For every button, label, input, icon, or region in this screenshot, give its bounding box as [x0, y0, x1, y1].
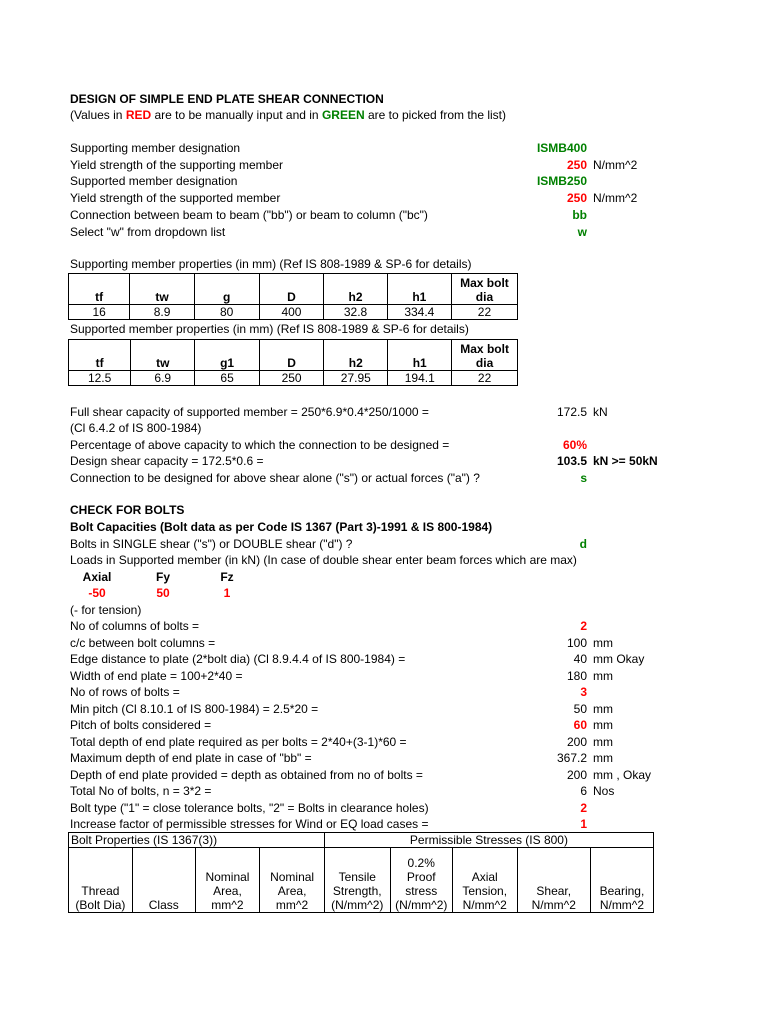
- supporting_props-value-3: 400: [259, 305, 324, 320]
- supporting_props-value-4: 32.8: [324, 305, 387, 320]
- supporting_props-header-6: [451, 274, 517, 305]
- bolt-row-label-9: Depth of end plate provided = depth as obtained from no of bolts =: [70, 767, 423, 782]
- legend-part-4: are to picked from the list): [364, 108, 507, 122]
- bolt-row-label-6: Pitch of bolts considered =: [70, 718, 212, 732]
- bolt-header-2-line-0: Nominal: [205, 870, 250, 884]
- percentage-value[interactable]: 60%: [562, 438, 587, 452]
- bolt-row-value-6[interactable]: 60: [573, 718, 587, 732]
- input-value-5[interactable]: w: [577, 224, 587, 239]
- bolt-row-label-2: Edge distance to plate (2*bolt dia) (Cl 8.9.4.4 of IS 800-1984) =: [70, 652, 406, 666]
- bolt-row-unit-10: Nos: [593, 784, 615, 798]
- bolt-row-unit-8: mm: [593, 751, 613, 765]
- bolt-header-7-line-1: N/mm^2: [531, 898, 576, 912]
- tension-note: (- for tension): [70, 603, 142, 617]
- supported_props-table: [68, 339, 518, 386]
- bolt-header-4: [324, 848, 390, 913]
- bolt-header-3: [260, 848, 325, 913]
- bolt-row-unit-9: mm , Okay: [593, 767, 652, 782]
- connection-type-value[interactable]: s: [580, 471, 587, 485]
- supported_props-caption: Supported member properties (in mm) (Ref IS 808-1989 & SP-6 for details): [70, 322, 469, 336]
- supported_props-header-6: [452, 340, 518, 371]
- bolt-header-4-line-2: (N/mm^2): [331, 898, 384, 912]
- clause-note: (Cl 6.4.2 of IS 800-1984): [70, 421, 202, 435]
- bolt-header-8-line-0: Bearing,: [599, 884, 645, 898]
- bolt-header-7-line-0: Shear,: [536, 884, 572, 898]
- supporting_props-value-0: 16: [69, 305, 130, 320]
- bolt-header-5-line-2: stress: [405, 884, 438, 898]
- bolt-header-5-line-3: (N/mm^2): [395, 898, 448, 912]
- bolts-heading: CHECK FOR BOLTS: [70, 503, 185, 517]
- supported_props-value-6: 22: [452, 371, 518, 386]
- input-value-0[interactable]: ISMB400: [536, 141, 587, 155]
- supporting_props-header-4: h2: [324, 274, 387, 305]
- bolt-row-unit-3: mm: [593, 668, 613, 683]
- supported_props-header-maxbolt: Max bolt dia: [460, 342, 509, 370]
- bolt-row-label-10: Total No of bolts, n = 3*2 =: [70, 784, 212, 798]
- supported_props-header-4: h2: [324, 340, 388, 371]
- bolt-row-value-10: 6: [580, 784, 587, 798]
- bolt-header-1: [132, 848, 195, 913]
- bolt-header-5-line-0: 0.2%: [407, 856, 435, 870]
- supporting_props-value-1: 8.9: [130, 305, 194, 320]
- supporting_props-header-5: h1: [387, 274, 451, 305]
- bolt-row-value-1: 100: [566, 635, 587, 650]
- bolts-subheading: Bolt Capacities (Bolt data as per Code IS 1367 (Part 3)-1991 & IS 800-1984): [70, 520, 493, 534]
- supporting_props-value-2: 80: [194, 305, 259, 320]
- bolt-header-1-line-0: Class: [148, 898, 179, 912]
- supported_props-value-4: 27.95: [324, 371, 388, 386]
- bolt-header-2-line-2: mm^2: [211, 898, 244, 912]
- bolt-row-label-12: Increase factor of permissible stresses for Wind or EQ load cases =: [70, 817, 429, 831]
- load-value-1[interactable]: 50: [156, 586, 170, 600]
- bolt-row-label-1: c/c between bolt columns =: [70, 635, 216, 650]
- supporting_props-table: [68, 273, 518, 320]
- bolt-row-value-4[interactable]: 3: [580, 685, 587, 699]
- supported_props-value-0: 12.5: [69, 371, 131, 386]
- bolt-row-label-7: Total depth of end plate required as per bolts = 2*40+(3-1)*60 =: [70, 734, 407, 749]
- shear-type-label: Bolts in SINGLE shear ("s") or DOUBLE shear ("d") ?: [70, 537, 353, 551]
- input-label-5: Select "w" from dropdown list: [70, 224, 226, 239]
- supported_props-header-5: h1: [388, 340, 452, 371]
- input-value-4[interactable]: bb: [572, 207, 587, 222]
- legend-part-0: (Values in: [70, 108, 126, 122]
- bolt-header-7: [517, 848, 590, 913]
- bolt-row-label-0: No of columns of bolts =: [70, 619, 200, 633]
- connection-type-label: Connection to be designed for above shear alone ("s") or actual forces ("a") ?: [70, 471, 480, 485]
- input-value-1[interactable]: 250: [566, 157, 587, 172]
- supporting_props-caption: Supporting member properties (in mm) (Ref IS 808-1989 & SP-6 for details): [70, 257, 472, 271]
- bolt-header-0: [69, 848, 133, 913]
- full-shear-label: Full shear capacity of supported member = 250*6.9*0.4*250/1000 =: [70, 405, 429, 419]
- bolt-header-5: [390, 848, 452, 913]
- bolt-row-unit-2: mm Okay: [593, 652, 645, 666]
- bolt-row-value-3: 180: [566, 668, 587, 683]
- legend-part-3: GREEN: [321, 108, 365, 122]
- bolt-row-value-11[interactable]: 2: [580, 800, 587, 815]
- legend-part-1: RED: [125, 108, 152, 122]
- bolt-row-label-5: Min pitch (Cl 8.10.1 of IS 800-1984) = 2.5*20 =: [70, 701, 319, 716]
- bolt-row-value-5: 50: [573, 701, 587, 716]
- bolt-header-0-line-0: Thread: [81, 884, 120, 898]
- bolt-header-6-line-2: N/mm^2: [462, 898, 507, 912]
- bolt-row-value-0[interactable]: 2: [580, 619, 587, 633]
- bolt-header-5-line-1: Proof: [406, 870, 436, 884]
- supported_props-header-2: g1: [195, 340, 260, 371]
- supported_props-value-1: 6.9: [131, 371, 195, 386]
- load-value-0[interactable]: -50: [88, 586, 106, 600]
- bolt-row-unit-7: mm: [593, 734, 613, 749]
- load-value-2[interactable]: 1: [223, 586, 231, 600]
- full-shear-value: 172.5: [556, 405, 587, 419]
- input-unit-1: N/mm^2: [593, 157, 638, 172]
- bolt-header-2-line-1: Area,: [213, 884, 242, 898]
- supporting_props-value-5: 334.4: [387, 305, 451, 320]
- bolt-header-4-line-1: Strength,: [332, 884, 382, 898]
- design-shear-unit: kN >= 50kN: [593, 454, 658, 468]
- input-value-2[interactable]: ISMB250: [536, 174, 587, 189]
- input-unit-3: N/mm^2: [593, 191, 638, 206]
- bolt-row-value-12[interactable]: 1: [580, 817, 587, 831]
- bolt-row-value-2: 40: [573, 652, 587, 666]
- bolt-header-3-line-1: Area,: [277, 884, 307, 898]
- supported_props-value-5: 194.1: [388, 371, 452, 386]
- supporting_props-header-maxbolt: Max bolt dia: [460, 276, 509, 304]
- percentage-label: Percentage of above capacity to which the connection to be designed =: [70, 438, 450, 452]
- design-shear-label: Design shear capacity = 172.5*0.6 =: [70, 454, 264, 468]
- input-label-3: Yield strength of the supported member: [70, 191, 281, 206]
- input-label-1: Yield strength of the supporting member: [70, 157, 284, 172]
- shear-type-value[interactable]: d: [579, 537, 587, 551]
- bolt-header-6-line-0: Axial: [471, 870, 498, 884]
- supported_props-value-3: 250: [259, 371, 323, 386]
- bolt-header-2: [195, 848, 260, 913]
- supported_props-header-0: tf: [69, 340, 131, 371]
- input-label-4: Connection between beam to beam ("bb") or beam to column ("bc"): [70, 207, 428, 222]
- load-header-0: Axial: [82, 570, 112, 584]
- load-header-1: Fy: [155, 570, 170, 584]
- bolt-row-label-4: No of rows of bolts =: [70, 685, 180, 699]
- bolt-row-label-8: Maximum depth of end plate in case of "bb" =: [70, 751, 312, 765]
- legend-part-2: are to be manually input and in: [151, 108, 322, 122]
- supporting_props-header-2: g: [194, 274, 259, 305]
- bolt-row-value-8: 367.2: [556, 751, 587, 765]
- bolt-row-unit-6: mm: [593, 718, 613, 732]
- supporting_props-header-1: tw: [130, 274, 194, 305]
- bolt-group-left: Bolt Properties (IS 1367(3)): [69, 833, 325, 848]
- bolt-row-label-3: Width of end plate = 100+2*40 =: [70, 668, 243, 683]
- bolt-row-unit-5: mm: [593, 701, 613, 716]
- bolt-row-value-9: 200: [566, 767, 587, 782]
- bolt-properties-table: [68, 832, 654, 913]
- document-title: DESIGN OF SIMPLE END PLATE SHEAR CONNECTION: [70, 92, 384, 106]
- input-label-2: Supported member designation: [70, 174, 238, 189]
- bolt-header-6: [452, 848, 517, 913]
- bolt-row-label-11: Bolt type ("1" = close tolerance bolts, "2" = Bolts in clearance holes): [70, 800, 429, 815]
- bolt-header-8-line-1: N/mm^2: [599, 898, 645, 912]
- supporting_props-header-3: D: [259, 274, 324, 305]
- supported_props-header-1: tw: [131, 340, 195, 371]
- input-label-0: Supporting member designation: [70, 141, 241, 155]
- loads-label: Loads in Supported member (in kN) (In case of double shear enter beam forces which are max): [70, 553, 577, 567]
- load-header-2: Fz: [220, 570, 234, 584]
- bolt-header-0-line-1: (Bolt Dia): [75, 898, 126, 912]
- full-shear-unit: kN: [593, 405, 608, 419]
- bolt-header-3-line-2: mm^2: [275, 898, 309, 912]
- input-value-3[interactable]: 250: [566, 191, 587, 206]
- color-legend-note: [70, 107, 506, 123]
- supporting_props-header-0: tf: [69, 274, 130, 305]
- bolt-header-8: [590, 848, 653, 913]
- supporting_props-value-6: 22: [451, 305, 517, 320]
- bolt-group-right: Permissible Stresses (IS 800): [324, 833, 653, 848]
- bolt-row-unit-1: mm: [593, 635, 613, 650]
- design-shear-value: 103.5: [556, 454, 587, 468]
- supported_props-header-3: D: [259, 340, 323, 371]
- bolt-row-value-7: 200: [566, 734, 587, 749]
- supported_props-value-2: 65: [195, 371, 260, 386]
- bolt-header-3-line-0: Nominal: [270, 870, 315, 884]
- bolt-header-6-line-1: Tension,: [462, 884, 508, 898]
- bolt-header-4-line-0: Tensile: [338, 870, 376, 884]
